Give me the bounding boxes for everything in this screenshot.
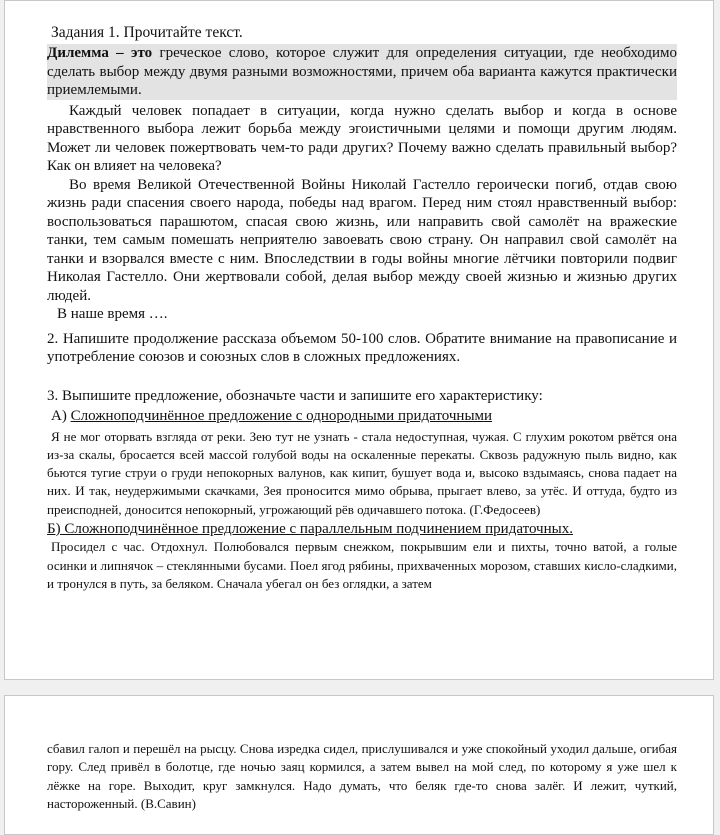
- task3-a-heading-line: [51, 407, 677, 426]
- task1-paragraph-2: Во время Великой Отечественной Войны Николай Гастелло героически погиб, отдав свою жизнь ради спасения своего народа, победы над врагом. Перед ним стоял нравственный выбор: воспользоваться парашютом, спасая свою жизнь, или направить свой самолёт на вражеские танки, тем самым помешать неприятелю завоевать свою страну. Он направил свой самолёт на танки и взорвался вместе с ним. Впоследствии в годы войны многие лётчики повторили подвиг Николая Гастелло. Они жертвовали собой, делая выбор между своей жизнью и жизнью других людей.: [47, 176, 677, 304]
- task3-a-text: Я не мог оторвать взгляда от реки. Зею тут не узнать - стала недоступная, чужая. С глухим рокотом рвётся она из-за скалы, бросается всей массой голубой воды на оскаленные перекаты. Сквозь радужную пыль видно, как бьются тугие струи о груди непокорных валунов, как кипит, бушует вода и, высоко вздымаясь, снова падает на них. И так, неудержимыми скачками, Зея проносится мимо обрыва, прыгает влево, за утёс. И оттуда, будто из преисподней, доносится непокорный, угрожающий рёв одичавшего потока. (Г.Федосеев): [47, 428, 677, 517]
- task1-paragraph-1: Каждый человек попадает в ситуации, когда нужно сделать выбор и когда в основе нравственного выбора лежит борьба между эгоистичными целями и помощи другим людям. Может ли человек пожертвовать чем-то ради других? Почему важно сделать правильный выбор? Как он влияет на человека?: [47, 102, 677, 174]
- definition-paragraph: [47, 44, 677, 100]
- task3-a-heading: Сложноподчинённое предложение с однородными придаточными: [70, 408, 493, 424]
- document-page-2: [4, 695, 714, 835]
- task2-text: 2. Напишите продолжение рассказа объемом 50-100 слов. Обратите внимание на правописание и употребление союзов и союзных слов в сложных предложениях.: [47, 330, 677, 365]
- page-1-content: [47, 23, 677, 593]
- task1-continuation: В наше время ….: [57, 306, 168, 322]
- task3-a-prefix: А): [51, 408, 71, 424]
- definition-text: греческое слово, которое служит для определения ситуации, где необходимо сделать выбор между двумя разными возможностями, причем оба варианта кажутся практически приемлемыми.: [47, 45, 678, 98]
- task3-title: 3. Выпишите предложение, обозначьте части и запишите его характеристику:: [47, 387, 543, 404]
- task3-b-heading: Б) Сложноподчинённое предложение с параллельным подчинением придаточных.: [47, 520, 573, 537]
- task3-b-text-continued: сбавил галоп и перешёл на рысцу. Снова изредка сидел, прислушивался и уже спокойный уходил дальше, огибая гору. След привёл в болотце, где ночью заяц кормился, а затем вывел на мой след, по которому я уже шел к лёжке на горе. Выходит, круг замкнулся. Надо думать, что беляк где-то снова залёг. И лежит, чуткий, настороженный. (В.Савин): [47, 741, 677, 811]
- definition-eto: это: [130, 45, 153, 61]
- task3-b-text: Просидел с час. Отдохнул. Полюбовался первым снежком, покрывшим ели и пихты, точно ватой, а голые осинки и липнячок – стеклянными бусами. Поел ягод рябины, прихваченных морозом, ставших кисло-сладкими, и тронулся в путь, за беляком. Сначала убегал он без оглядки, а затем: [47, 539, 677, 592]
- task1-title: Задания 1. Прочитайте текст.: [51, 24, 243, 41]
- document-page-1: [4, 0, 714, 680]
- definition-dash: –: [108, 45, 131, 61]
- page-2-content: [47, 740, 677, 813]
- definition-term: Дилемма: [47, 45, 109, 61]
